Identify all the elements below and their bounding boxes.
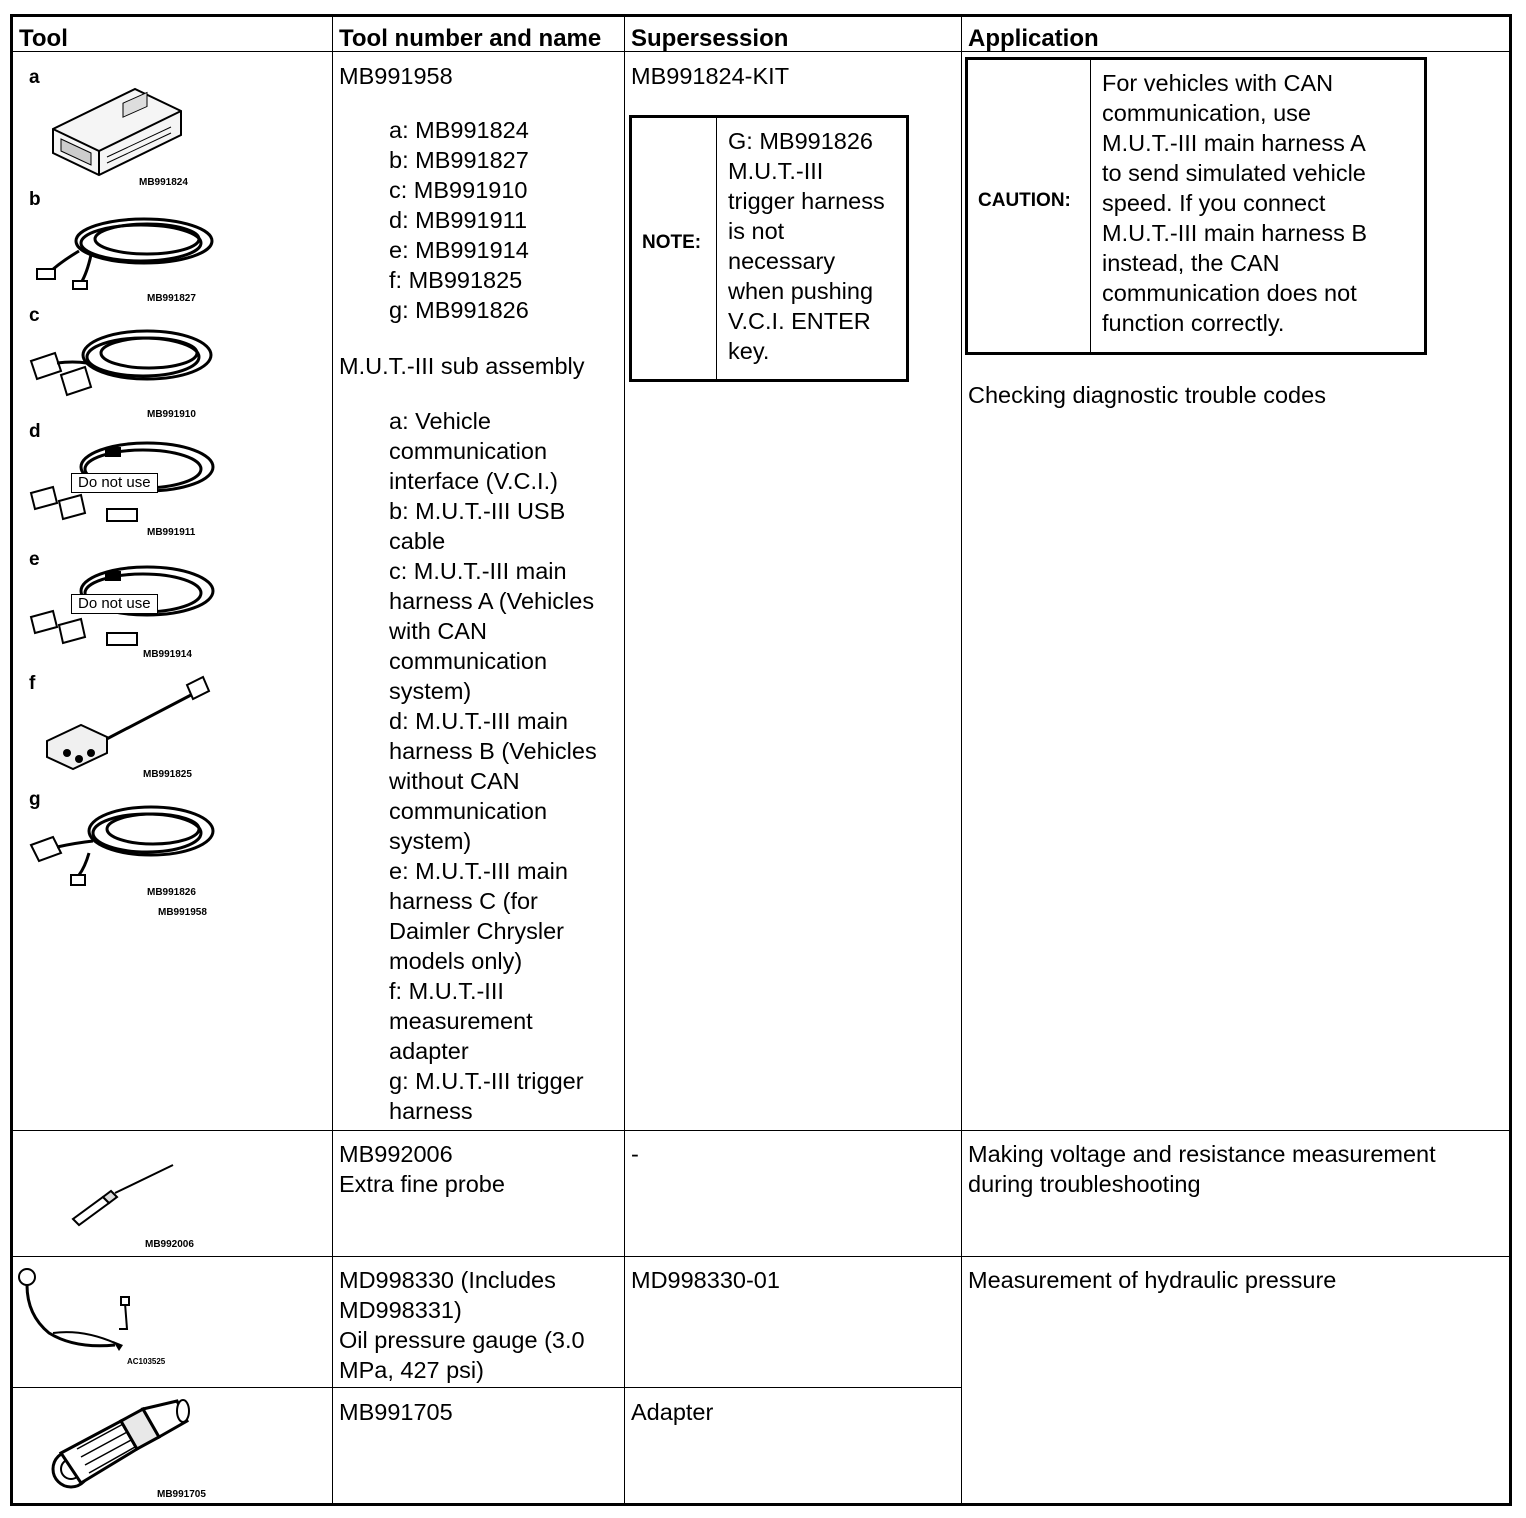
tool-label-e: e xyxy=(29,549,40,570)
row1-divider xyxy=(13,1130,1509,1131)
header-tool-number: Tool number and name xyxy=(339,25,602,52)
supersession-gauge: MD998330-01 xyxy=(631,1267,780,1293)
sub-assembly-line: d: M.U.T.-III main xyxy=(389,708,568,734)
kit-item: a: MB991824 xyxy=(389,117,529,143)
tool-number-line: Oil pressure gauge (3.0 xyxy=(339,1327,585,1353)
caution-line: instead, the CAN xyxy=(1102,250,1280,276)
part-number-f: MB991825 xyxy=(143,769,192,780)
main-harness-a-icon xyxy=(27,317,217,407)
sub-assembly-list xyxy=(389,406,597,1126)
caution-text xyxy=(1102,68,1367,338)
caution-line: to send simulated vehicle xyxy=(1102,160,1366,186)
caution-box xyxy=(965,57,1427,355)
kit-item: c: MB991910 xyxy=(389,177,528,203)
application-dtc: Checking diagnostic trouble codes xyxy=(968,382,1326,408)
part-number-g: MB991826 xyxy=(147,887,196,898)
note-label: NOTE: xyxy=(642,232,702,253)
sub-assembly-line: adapter xyxy=(389,1038,469,1064)
part-number-b: MB991827 xyxy=(147,293,196,304)
note-line: is not xyxy=(728,218,785,244)
do-not-use-label-d: Do not use xyxy=(71,473,158,493)
caution-line: function correctly. xyxy=(1102,310,1285,336)
supersession-kit: MB991824-KIT xyxy=(631,63,790,89)
caution-line: For vehicles with CAN xyxy=(1102,70,1334,96)
tool-label-g: g xyxy=(29,789,41,810)
adapter-icon xyxy=(47,1395,197,1491)
sub-assembly-line: c: M.U.T.-III main xyxy=(389,558,567,584)
col-divider-2 xyxy=(624,17,625,1503)
oil-pressure-gauge-icon xyxy=(15,1263,165,1359)
note-text xyxy=(728,126,885,366)
sub-assembly-line: g: M.U.T.-III trigger xyxy=(389,1068,584,1094)
note-box xyxy=(629,115,909,382)
sub-assembly-line: with CAN xyxy=(389,618,487,644)
tool-number-line: MB992006 xyxy=(339,1141,453,1167)
note-line: when pushing xyxy=(728,278,874,304)
sub-assembly-line: without CAN xyxy=(389,768,520,794)
do-not-use-label-e: Do not use xyxy=(71,594,158,614)
sub-assembly-line: Daimler Chrysler xyxy=(389,918,564,944)
row3-divider xyxy=(13,1387,961,1388)
caution-line: M.U.T.-III main harness B xyxy=(1102,220,1368,246)
kit-items-list xyxy=(389,115,529,325)
note-line: G: MB991826 xyxy=(728,128,874,154)
sub-assembly-line: measurement xyxy=(389,1008,533,1034)
sub-assembly-line: harness A (Vehicles xyxy=(389,588,595,614)
sub-assembly-line: models only) xyxy=(389,948,523,974)
supersession-adapter: Adapter xyxy=(631,1399,714,1425)
usb-cable-icon xyxy=(29,201,219,291)
tool-number-line: MD998331) xyxy=(339,1297,462,1323)
note-box-divider xyxy=(716,118,717,379)
header-supersession: Supersession xyxy=(631,25,789,52)
kit-item: d: MB991911 xyxy=(389,207,528,233)
tool-label-f: f xyxy=(29,673,36,694)
sub-assembly-line: harness C (for xyxy=(389,888,538,914)
sub-assembly-line: cable xyxy=(389,528,446,554)
tool-number-line: Extra fine probe xyxy=(339,1171,505,1197)
tool-number-probe xyxy=(339,1139,505,1199)
sub-assembly-line: communication xyxy=(389,648,548,674)
tool-number-line: MPa, 427 psi) xyxy=(339,1357,484,1383)
sub-assembly-line: e: M.U.T.-III main xyxy=(389,858,568,884)
note-line: V.C.I. ENTER xyxy=(728,308,871,334)
sub-assembly-line: b: M.U.T.-III USB xyxy=(389,498,566,524)
tool-label-a: a xyxy=(29,67,40,88)
part-number-gauge: AC103525 xyxy=(127,1357,166,1366)
note-line: key. xyxy=(728,338,770,364)
application-probe xyxy=(968,1139,1436,1199)
part-number-probe: MB992006 xyxy=(145,1239,194,1250)
sub-assembly-title: M.U.T.-III sub assembly xyxy=(339,353,585,379)
tool-number-adapter: MB991705 xyxy=(339,1399,453,1425)
special-tools-table xyxy=(10,14,1512,1506)
header-tool: Tool xyxy=(19,25,68,52)
extra-fine-probe-icon xyxy=(69,1163,179,1229)
caution-line: communication does not xyxy=(1102,280,1357,306)
sub-assembly-line: system) xyxy=(389,678,472,704)
trigger-harness-icon xyxy=(27,797,217,893)
application-gauge: Measurement of hydraulic pressure xyxy=(968,1267,1337,1293)
vci-device-icon xyxy=(47,81,187,177)
caution-line: M.U.T.-III main harness A xyxy=(1102,130,1366,156)
measurement-adapter-icon xyxy=(41,673,211,773)
note-line: necessary xyxy=(728,248,836,274)
sub-assembly-line: system) xyxy=(389,828,472,854)
sub-assembly-line: f: M.U.T.-III xyxy=(389,978,504,1004)
kit-item: f: MB991825 xyxy=(389,267,523,293)
col-divider-1 xyxy=(332,17,333,1503)
row2-divider xyxy=(13,1256,1509,1257)
caution-label: CAUTION: xyxy=(978,190,1071,211)
application-line: Making voltage and resistance measurement xyxy=(968,1141,1436,1167)
sub-assembly-line: interface (V.C.I.) xyxy=(389,468,558,494)
tool-number-line: MD998330 (Includes xyxy=(339,1267,556,1293)
note-line: M.U.T.-III xyxy=(728,158,824,184)
caution-box-divider xyxy=(1090,60,1091,352)
sub-assembly-line: a: Vehicle xyxy=(389,408,491,434)
part-number-adapter: MB991705 xyxy=(157,1489,206,1500)
application-line: during troubleshooting xyxy=(968,1171,1201,1197)
part-number-kit: MB991958 xyxy=(158,907,207,918)
sub-assembly-line: harness B (Vehicles xyxy=(389,738,597,764)
sub-assembly-line: harness xyxy=(389,1098,473,1124)
tool-number-gauge xyxy=(339,1265,585,1385)
supersession-probe: - xyxy=(631,1141,639,1167)
sub-assembly-line: communication xyxy=(389,438,548,464)
caution-line: communication, use xyxy=(1102,100,1311,126)
tool-label-c: c xyxy=(29,305,40,326)
tool-label-d: d xyxy=(29,421,41,442)
part-number-a: MB991824 xyxy=(139,177,188,188)
kit-item: e: MB991914 xyxy=(389,237,529,263)
sub-assembly-line: communication xyxy=(389,798,548,824)
kit-item: g: MB991826 xyxy=(389,297,529,323)
col-divider-3 xyxy=(961,17,962,1503)
note-line: trigger harness xyxy=(728,188,885,214)
part-number-c: MB991910 xyxy=(147,409,196,420)
caution-line: speed. If you connect xyxy=(1102,190,1326,216)
tool-number-mb991958: MB991958 xyxy=(339,63,453,89)
part-number-d: MB991911 xyxy=(147,527,196,538)
tool-label-b: b xyxy=(29,189,41,210)
header-application: Application xyxy=(968,25,1099,52)
part-number-e: MB991914 xyxy=(143,649,192,660)
kit-item: b: MB991827 xyxy=(389,147,529,173)
